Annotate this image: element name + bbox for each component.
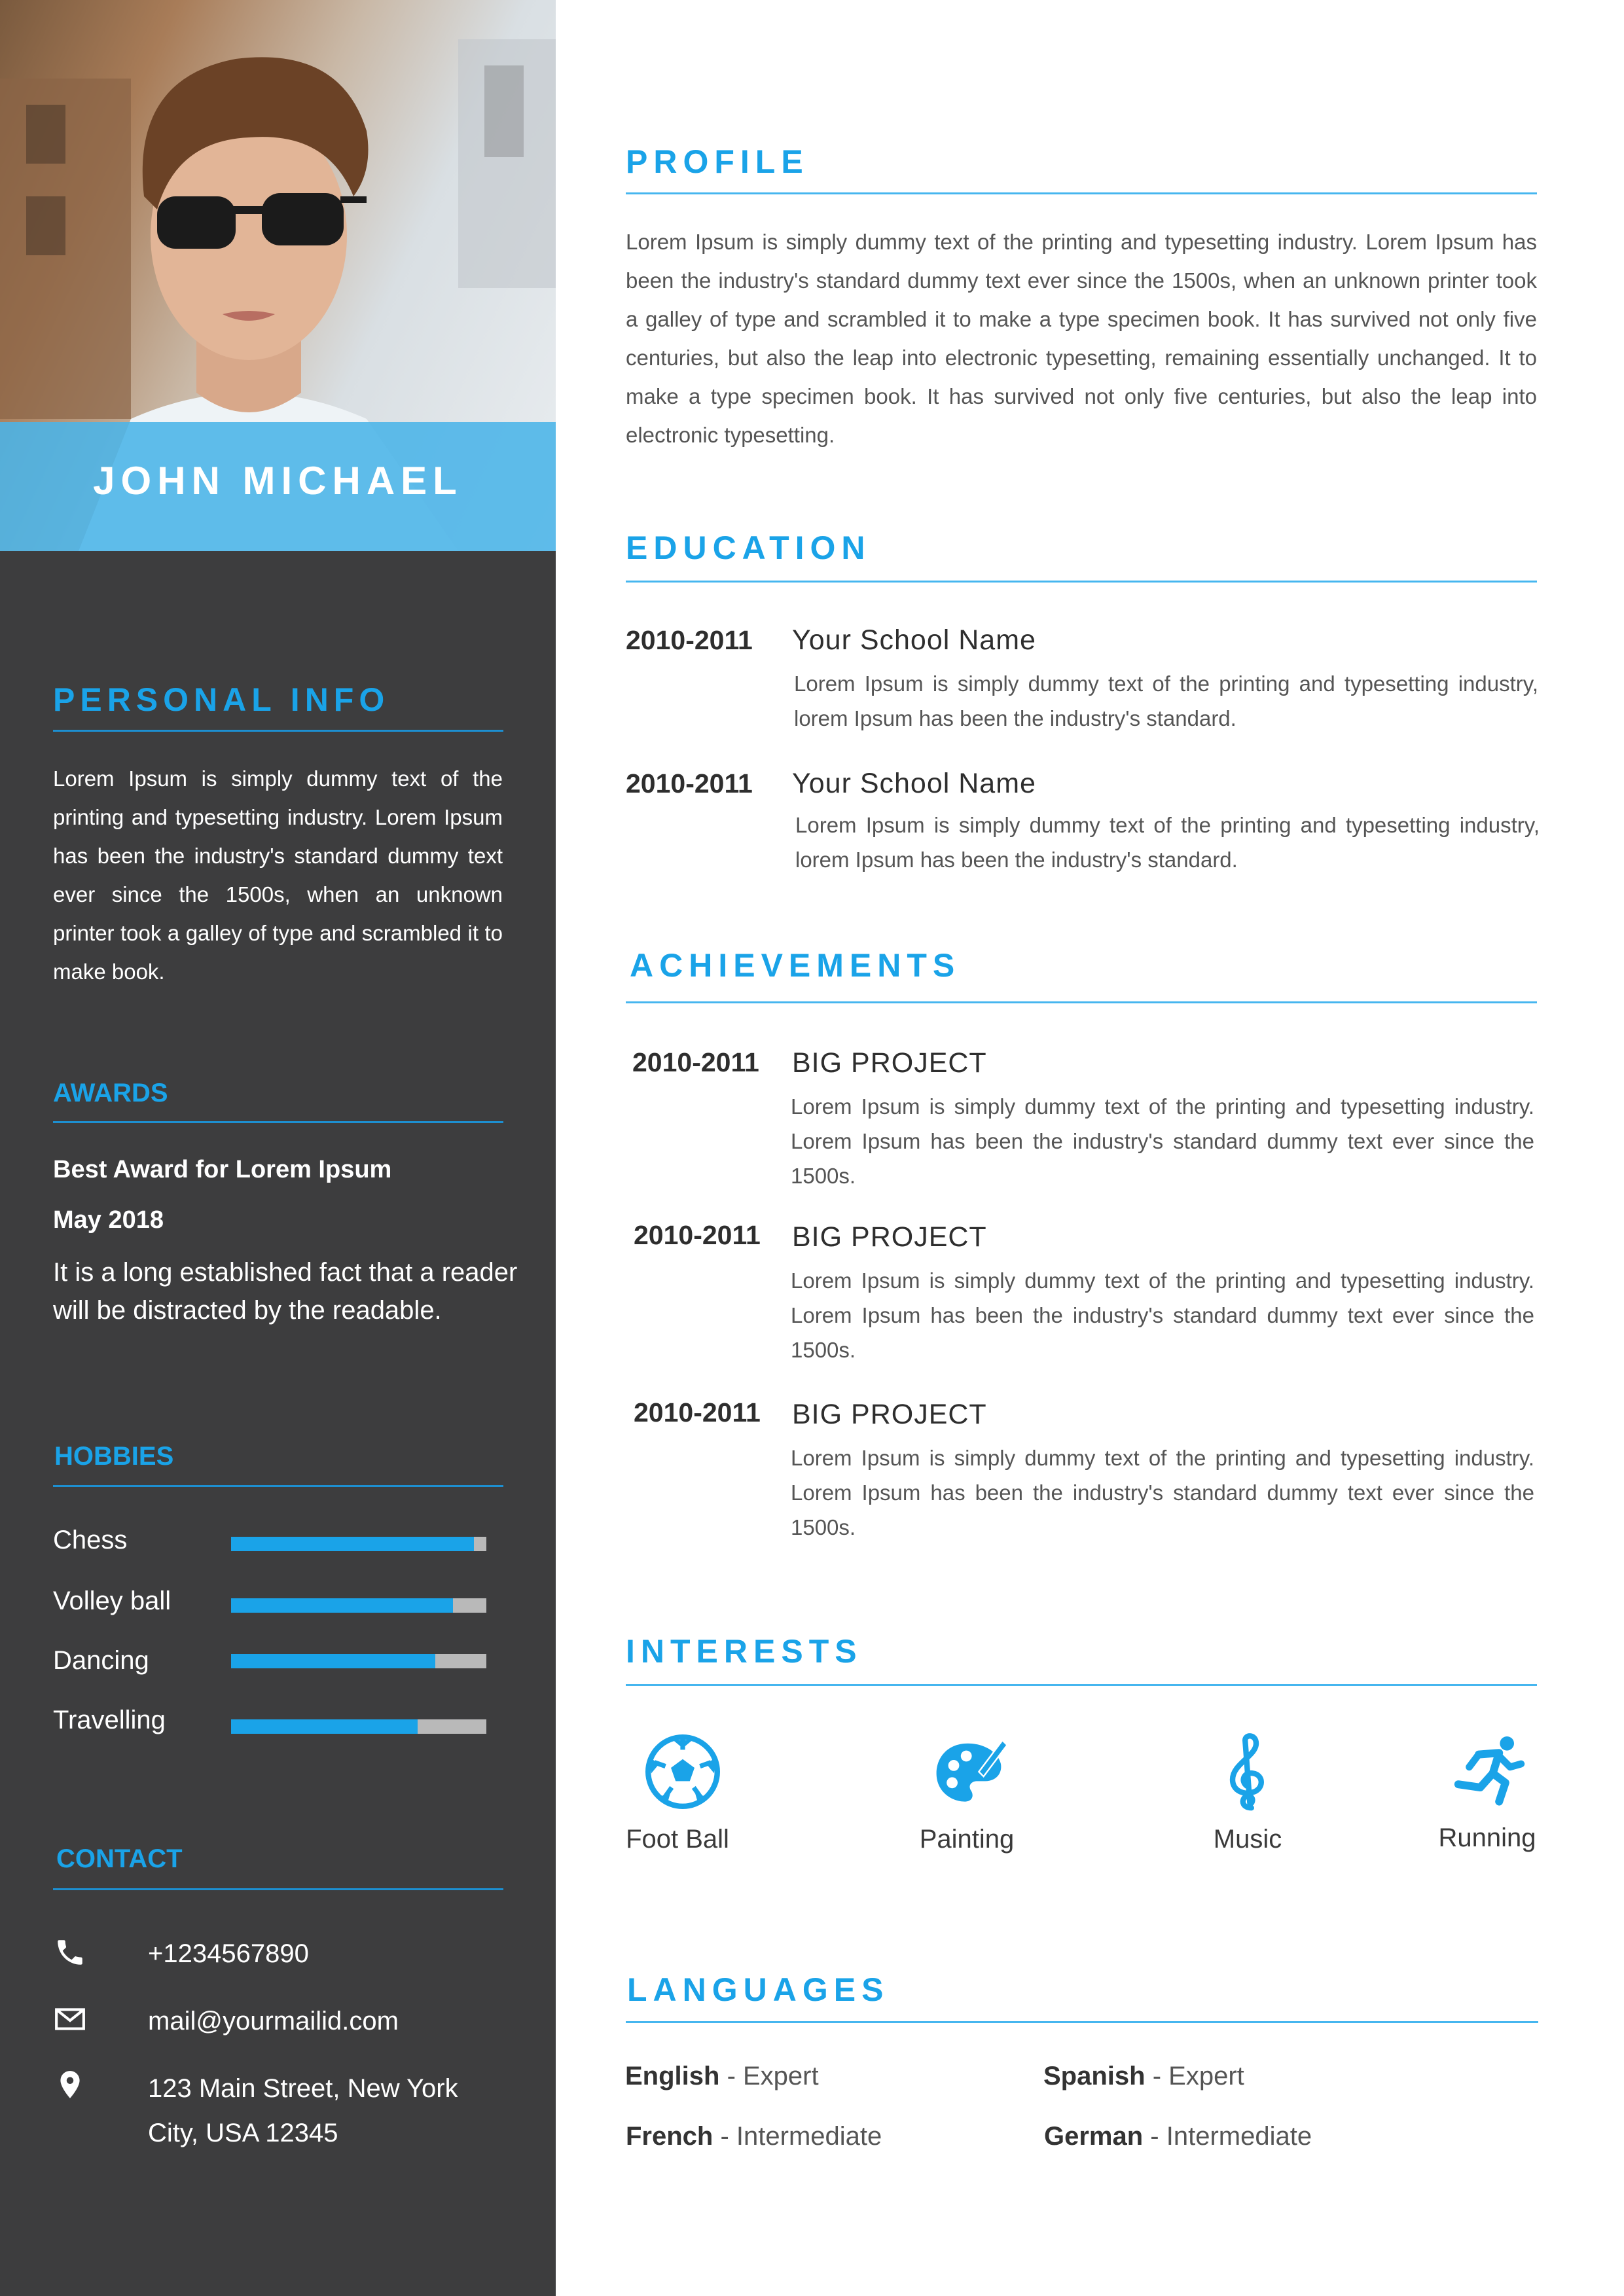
soccer-ball-icon — [643, 1732, 722, 1811]
hobby-label: Volley ball — [53, 1587, 171, 1615]
language-name: German — [1044, 2122, 1144, 2151]
personal-info-text: Lorem Ipsum is simply dummy text of the printing and typesetting industry. Lorem Ipsum has been the industry's standard dummy text ever since the 1500s, when an unknown printer took a galley of type and scrambled it to make book. — [53, 766, 503, 984]
achievement-description: Lorem Ipsum is simply dummy text of the printing and typesetting industry. Lorem Ipsum has been the industry's standard dummy text ever since the 1500s. — [791, 1446, 1534, 1539]
languages-divider — [626, 2021, 1538, 2023]
hobby-bar-fill — [231, 1598, 453, 1613]
interest-label: Running — [1438, 1823, 1536, 1852]
map-pin-icon — [54, 2068, 86, 2101]
personal-info-divider — [53, 730, 503, 732]
contact-address-line1: 123 Main Street, New York — [148, 2074, 458, 2103]
education-description: Lorem Ipsum is simply dummy text of the printing and typesetting industry, lorem Ipsum has been the industry's standard. — [795, 813, 1540, 872]
language-level: - Intermediate — [713, 2122, 882, 2151]
interest-label: Painting — [919, 1825, 1015, 1854]
award-description: It is a long established fact that a reader will be distracted by the readable. — [53, 1258, 518, 1325]
hobbies-divider — [53, 1485, 503, 1487]
language-level: - Expert — [719, 2062, 819, 2090]
hobby-label: Dancing — [53, 1646, 149, 1675]
hobby-bar-fill — [231, 1719, 418, 1734]
language-name: English — [625, 2062, 720, 2090]
education-school: Your School Name — [792, 624, 1036, 656]
envelope-icon — [54, 2003, 86, 2036]
achievement-years: 2010-2011 — [634, 1397, 761, 1427]
person-name: JOHN MICHAEL — [93, 459, 463, 503]
education-years: 2010-2011 — [626, 625, 753, 655]
hobbies-heading: HOBBIES — [54, 1442, 174, 1471]
profile-text: Lorem Ipsum is simply dummy text of the printing and typesetting industry. Lorem Ipsum has been the industry's standard dummy text ever since the 1500s, when an unknown printer took a galley of type and scrambled it to make a type specimen book. It has survived not only five centuries, but also the leap into electronic typesetting, remaining essentially unchanged. It to make a type specimen book. It has survived not only five centuries, but also the leap into electronic typesetting. — [626, 230, 1537, 447]
achievements-heading: ACHIEVEMENTS — [630, 947, 961, 984]
language-item — [1044, 2122, 1312, 2151]
hobby-bar-fill — [231, 1537, 474, 1551]
hobby-bar — [231, 1654, 486, 1668]
sidebar — [0, 0, 556, 2296]
language-name: French — [626, 2122, 713, 2151]
achievement-description: Lorem Ipsum is simply dummy text of the printing and typesetting industry. Lorem Ipsum has been the industry's standard dummy text ever since the 1500s. — [791, 1094, 1534, 1188]
hobby-label: Chess — [53, 1526, 128, 1554]
education-years: 2010-2011 — [626, 768, 753, 798]
education-heading: EDUCATION — [626, 529, 871, 566]
language-name: Spanish — [1043, 2062, 1146, 2090]
contact-address-line2: City, USA 12345 — [148, 2119, 338, 2147]
profile-divider — [626, 192, 1537, 194]
hobby-bar — [231, 1719, 486, 1734]
achievement-title: BIG PROJECT — [792, 1047, 987, 1079]
interests-divider — [626, 1684, 1537, 1686]
contact-email[interactable]: mail@yourmailid.com — [148, 2007, 399, 2036]
hobby-bar — [231, 1537, 486, 1551]
hobby-bar-fill — [231, 1654, 435, 1668]
achievement-title: BIG PROJECT — [792, 1399, 987, 1430]
runner-icon — [1447, 1732, 1526, 1811]
achievement-title: BIG PROJECT — [792, 1221, 987, 1253]
contact-heading: CONTACT — [56, 1844, 183, 1873]
treble-clef-icon — [1209, 1732, 1288, 1811]
achievement-description: Lorem Ipsum is simply dummy text of the printing and typesetting industry. Lorem Ipsum has been the industry's standard dummy text ever since the 1500s. — [791, 1268, 1534, 1362]
achievements-divider — [626, 1001, 1537, 1003]
hobby-bar — [231, 1598, 486, 1613]
hobby-label: Travelling — [53, 1706, 166, 1734]
language-item — [626, 2122, 882, 2151]
interest-label: Foot Ball — [626, 1825, 729, 1854]
profile-heading: PROFILE — [626, 143, 809, 180]
achievement-years: 2010-2011 — [632, 1047, 759, 1077]
contact-divider — [53, 1888, 503, 1890]
education-description: Lorem Ipsum is simply dummy text of the printing and typesetting industry, lorem Ipsum has been the industry's standard. — [794, 672, 1538, 730]
achievement-years: 2010-2011 — [634, 1220, 761, 1250]
award-title: Best Award for Lorem Ipsum — [53, 1156, 392, 1183]
education-divider — [626, 581, 1537, 583]
interest-label: Music — [1213, 1825, 1282, 1854]
language-item — [625, 2062, 819, 2091]
language-level: - Intermediate — [1143, 2122, 1312, 2151]
palette-icon — [930, 1732, 1009, 1811]
languages-heading: LANGUAGES — [627, 1971, 890, 2008]
language-level: - Expert — [1145, 2062, 1244, 2090]
personal-info-heading: PERSONAL INFO — [53, 681, 390, 718]
phone-icon — [54, 1936, 86, 1969]
awards-heading: AWARDS — [53, 1079, 168, 1107]
awards-divider — [53, 1121, 503, 1123]
interests-heading: INTERESTS — [626, 1633, 863, 1670]
award-date: May 2018 — [53, 1206, 164, 1234]
contact-phone[interactable]: +1234567890 — [148, 1939, 309, 1968]
education-school: Your School Name — [792, 768, 1036, 799]
language-item — [1043, 2062, 1244, 2091]
